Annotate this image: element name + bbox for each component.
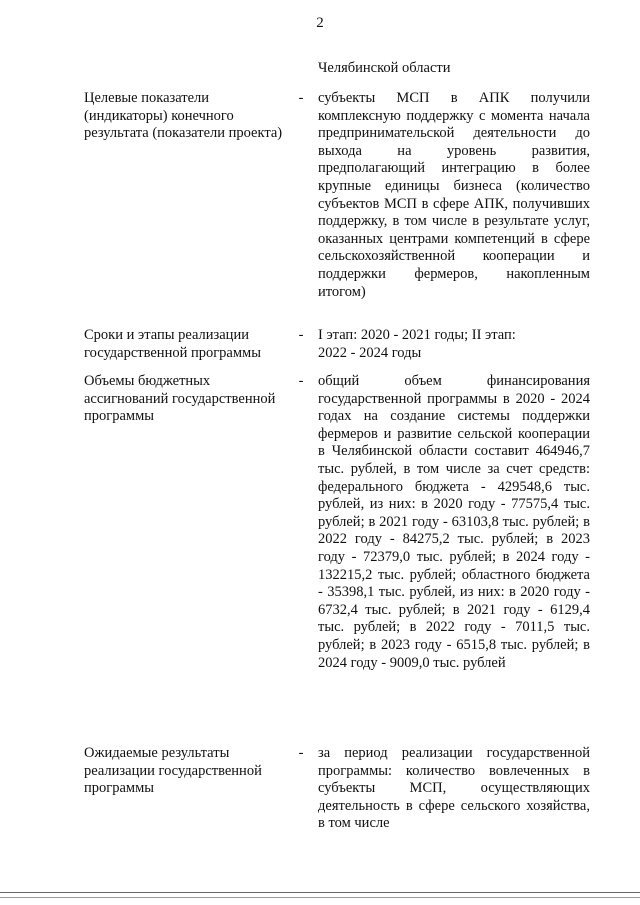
label-dash: - xyxy=(298,327,304,343)
value-target-indicators: субъекты МСП в АПК получили комплексную поддержку с момента начала предпринимательской деятельности до выхода на уровень развития, предполагающий интеграцию в более крупные единицы бизнеса (количество субъектов МСП в сфере АПК, получивших поддержку, в том числе в результате услуг, оказанных центрами компетенций в сфере сельскохозяйственной кооперации и поддержки фермеров, накопленным итогом) xyxy=(318,90,590,300)
label-expected-results: Ожидаемые результаты реализации государственной программы xyxy=(84,745,262,797)
continuation-line: Челябинской области xyxy=(318,60,451,76)
page-bottom-rule xyxy=(0,897,640,898)
label-dash: - xyxy=(298,745,304,761)
page-number: 2 xyxy=(316,15,324,31)
value-terms-stages: I этап: 2020 - 2021 годы; II этап: 2022 - 2024 годы xyxy=(318,327,516,361)
label-budget-volumes: Объемы бюджетных ассигнований государственной программы xyxy=(84,373,276,425)
label-dash: - xyxy=(298,373,304,389)
label-terms-stages: Сроки и этапы реализации государственной программы xyxy=(84,327,261,361)
value-expected-results: за период реализации государственной программы: количество вовлеченных в субъекты МСП, осуществляющих деятельность в сфере сельского хозяйства, в том числе xyxy=(318,745,590,832)
value-budget-volumes: общий объем финансирования государственной программы в 2020 - 2024 годах на создание системы поддержки фермеров и развитие сельской кооперации в Челябинской области составит 464946,7 тыс. рублей, в том числе за счет средств: федерального бюджета - 429548,6 тыс. рублей, из них: в 2020 году - 77575,4 тыс. рублей; в 2021 году - 63103,8 тыс. рублей; в 2022 году - 84275,2 тыс. рублей; в 2023 году - 72379,0 тыс. рублей; в 2024 году - 132215,2 тыс. рублей; областного бюджета - 35398,1 тыс. рублей, из них: в 2020 году - 6732,4 тыс. рублей; в 2021 году - 6129,4 тыс. рублей; в 2022 году - 7011,5 тыс. рублей; в 2023 году - 6515,8 тыс. рублей; в 2024 году - 9009,0 тыс. рублей xyxy=(318,373,590,671)
label-dash: - xyxy=(298,90,304,106)
label-target-indicators: Целевые показатели (индикаторы) конечного результата (показатели проекта) xyxy=(84,90,283,142)
page-bottom-rule xyxy=(0,892,640,893)
